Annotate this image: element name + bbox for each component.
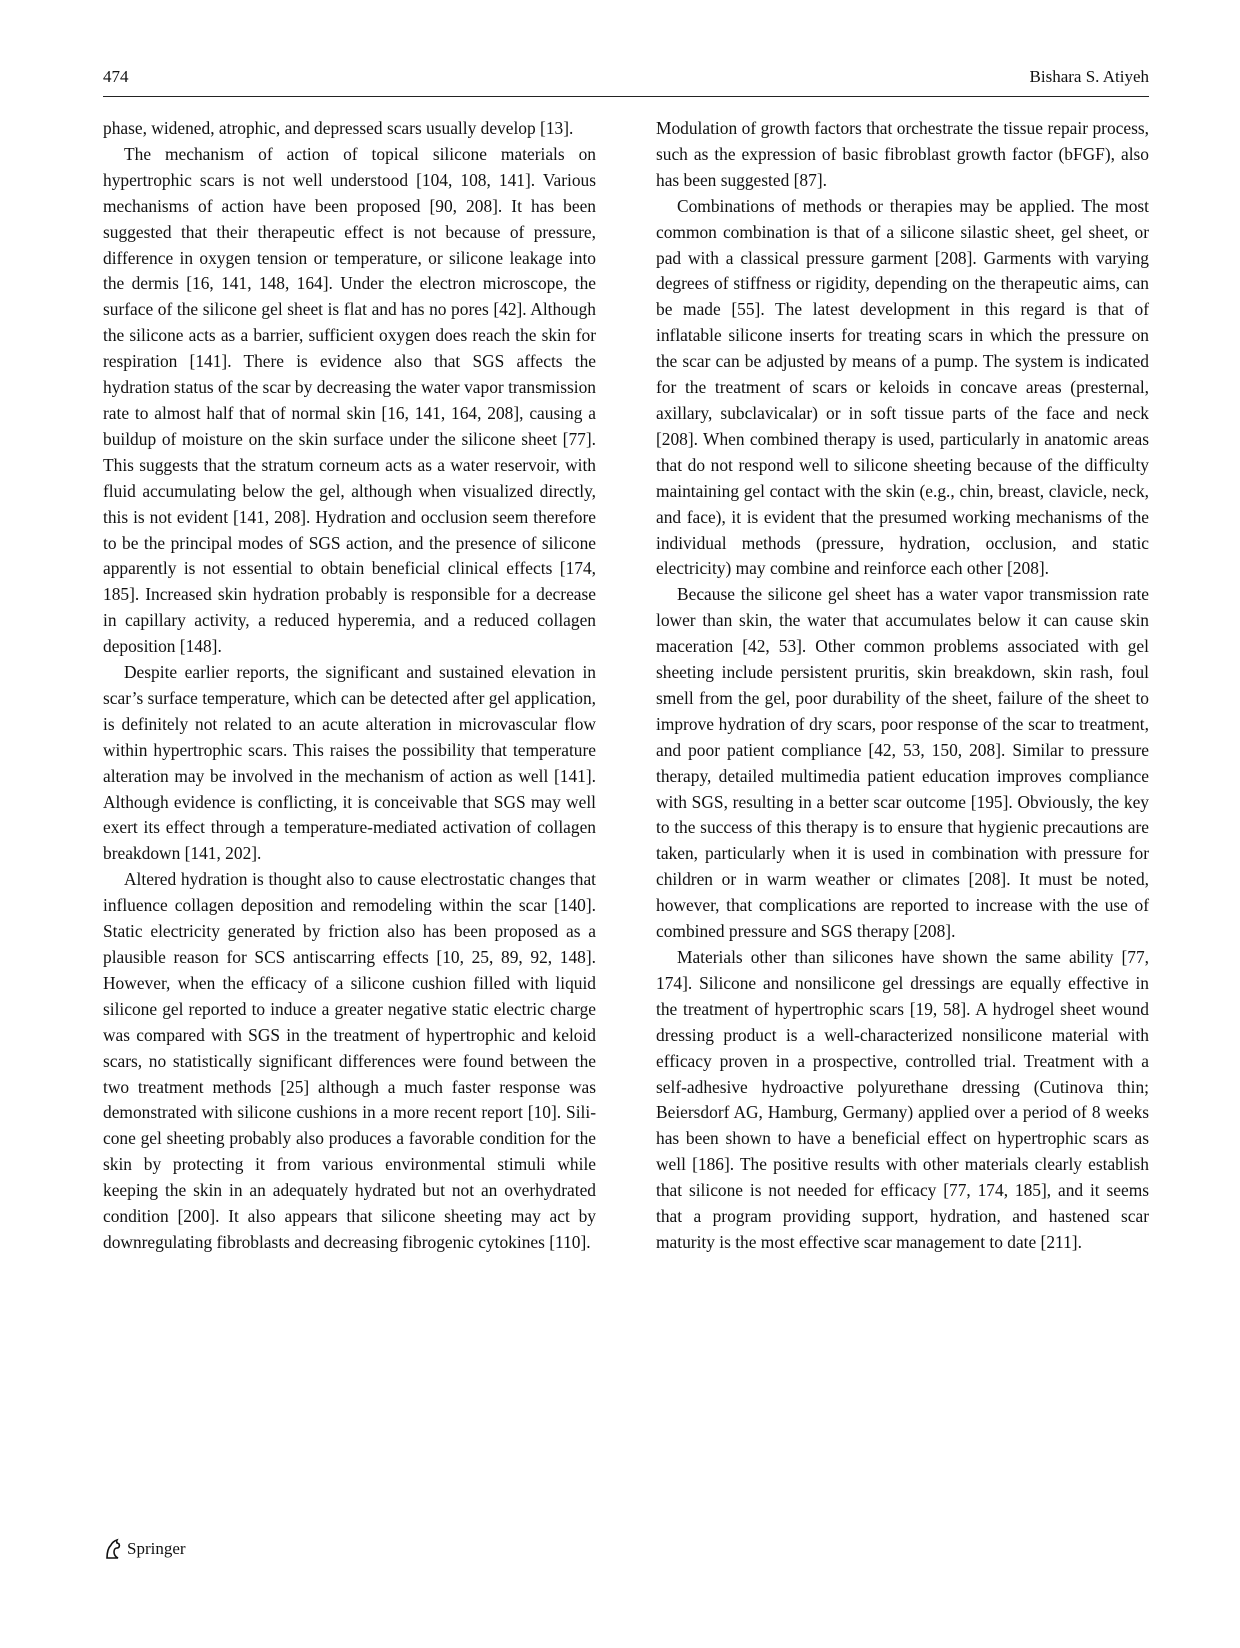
- page-number: 474: [103, 67, 129, 86]
- paragraph: Because the silicone gel sheet has a water vapor transmission rate lower than skin, the water that accumulates below it can cause skin maceration [42, 53]. Other common problems associated with gel sheeting include persistent pruritis, skin breakdown, skin rash, foul smell from the gel, poor durability of the sheet, failure of the sheet to improve hydration of dry scars, poor response of the scar to treatment, and poor patient compliance [42, 53, 150, 208]. Similar to pressure therapy, detailed multimedia patient education improves compliance with SGS, resulting in a better scar outcome [195]. Obviously, the key to the success of this therapy is to ensure that hygienic precautions are taken, particularly when it is used in combination with pressure for children or in warm weather or climates [208]. It must be noted, however, that complications are reported to increase with the use of combined pressure and SGS therapy [208].: [656, 584, 1149, 942]
- paragraph: The mechanism of action of topical silicone materials on hypertrophic scars is not well understood [104, 108, 141]. Various mechanisms of action have been proposed [90, 208]. It has been suggested that their therapeutic effect is not because of pressure, difference in oxygen tension or temperature, or silicone leakage into the dermis [16, 141, 148, 164]. Under the electron microscope, the surface of the silicone gel sheet is flat and has no pores [42]. Although the silicone acts as a barrier, sufficient oxygen does reach the skin for respiration [141]. There is evidence also that SGS affects the hydration status of the scar by decreasing the water vapor transmission rate to almost half that of normal skin [16, 141, 164, 208], causing a buildup of moisture on the skin surface under the silicone sheet [77]. This suggests that the stratum corneum acts as a water reservoir, with fluid accumulating below the gel, although when visualized directly, this is not evident [141, 208]. Hydration and occlusion seem therefore to be the principal modes of SGS action, and the presence of silicone apparently is not essential to obtain beneficial clinical effects [174, 185]. Increased skin hydration probably is responsible for a decrease in capillary activity, a reduced hyperemia, and a reduced collagen deposition [148].: [103, 143, 596, 657]
- publisher-footer: [103, 1536, 186, 1562]
- paragraph: Altered hydration is thought also to cause electrostatic changes that influence collagen deposition and remodeling within the scar [140]. Static electricity generated by friction also has been proposed as a plausible reason for SCS antiscarring effects [10, 25, 89, 92, 148]. However, when the efficacy of a silicone cushion filled with liquid silicone gel reported to induce a greater negative static electric charge was compared with SGS in the treatment of hypertrophic and keloid scars, no statistically significant differences were found between the two treatment methods [25] although a much faster response was demonstrated with silicone cushions in a more recent report [10]. Silicone gel sheeting probably also produces a favorable condition for the skin by protecting it from various environmental stimuli while keeping the skin in an adequately hydrated but not an overhydrated condition [200]. It also appears that silicone sheeting may act by downregulating fibroblasts and decreasing fibrogenic cytokines [110].: [103, 869, 596, 1252]
- running-author: Bishara S. Atiyeh: [1029, 67, 1149, 86]
- left-column: [103, 116, 596, 1256]
- paragraph: Combinations of methods or therapies may be applied. The most common combination is that of a silicone silastic sheet, gel sheet, or pad with a classical pressure garment [208]. Garments with varying degrees of stiffness or rigidity, depending on the therapeutic aims, can be made [55]. The latest development in this regard is that of inflatable silicone inserts for treating scars in which the pressure on the scar can be adjusted by means of a pump. The system is indicated for the treatment of scars or keloids in concave areas (presternal, axillary, subclavicalar) or in soft tissue parts of the face and neck [208]. When combined therapy is used, particularly in anatomic areas that do not respond well to silicone sheeting because of the difficulty maintaining gel contact with the skin (e.g., chin, breast, clavicle, neck, and face), it is evident that the presumed working mechanisms of the individual methods (pressure, hydration, occlusion, and static electricity) may combine and reinforce each other [208].: [656, 195, 1149, 579]
- paragraph: phase, widened, atrophic, and depressed scars usually develop [13].: [103, 118, 574, 138]
- paragraph: Materials other than silicones have shown the same ability [77, 174]. Silicone and nonsilicone gel dressings are equally effective in the treatment of hypertrophic scars [19, 58]. A hydrogel sheet wound dressing product is a well-characterized nonsilicone material with efficacy proven in a prospective, controlled trial. Treatment with a self-adhesive hydroactive polyurethane dressing (Cutinova thin; Beiersdorf AG, Hamburg, Germany) applied over a period of 8 weeks has been shown to have a beneficial effect on hypertrophic scars as well [186]. The positive results with other materials clearly establish that silicone is not needed for efficacy [77, 174, 185], and it seems that a program providing support, hydration, and hastened scar maturity is the most effective scar management to date [211].: [656, 947, 1149, 1252]
- springer-horse-icon: [103, 1538, 123, 1560]
- right-column: [656, 116, 1149, 1256]
- publisher-name: Springer: [127, 1539, 186, 1558]
- header-rule: [103, 96, 1149, 97]
- paragraph: Modulation of growth factors that orchestrate the tissue repair process, such as the expression of basic fibroblast growth factor (bFGF), also has been suggested [87].: [656, 118, 1149, 190]
- paragraph: Despite earlier reports, the significant and sustained elevation in scar’s surface temperature, which can be detected after gel application, is definitely not related to an acute alteration in microvascular flow within hypertrophic scars. This raises the possibility that temperature alteration may be involved in the mechanism of action as well [141]. Although evidence is conflicting, it is conceivable that SGS may well exert its effect through a temperature-mediated activation of collagen breakdown [141, 202].: [103, 662, 596, 864]
- running-header: [103, 66, 1149, 90]
